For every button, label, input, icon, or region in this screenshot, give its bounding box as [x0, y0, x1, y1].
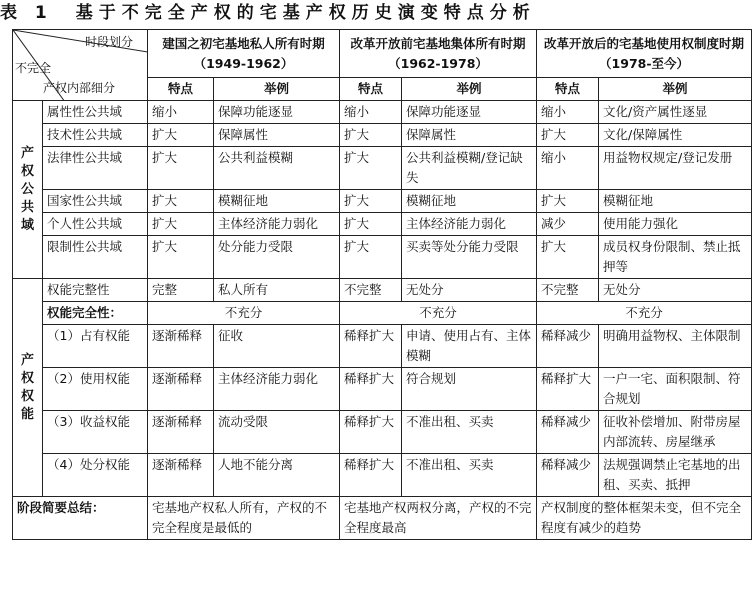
cell: 保障属性: [214, 124, 340, 147]
cell: 模糊征地: [214, 190, 340, 213]
cell: 稀释减少: [537, 454, 599, 497]
summary-cell: 宅基地产权两权分离，产权的不完全程度最高: [340, 497, 537, 540]
period-years: （1962-1978）: [388, 55, 488, 71]
cell: 明确用益物权、主体限制: [599, 325, 752, 368]
summary-label: 阶段简要总结：: [13, 497, 148, 540]
period-name: 改革开放后的宅基地使用权制度时期: [544, 35, 745, 51]
cell: 缩小: [148, 101, 214, 124]
cell: 用益物权规定/登记发册: [599, 147, 752, 190]
cell: 公共利益模糊: [214, 147, 340, 190]
cell: 私人所有: [214, 279, 340, 302]
period-header-3: [537, 30, 752, 78]
cell: 征收: [214, 325, 340, 368]
cell: 主体经济能力弱化: [214, 368, 340, 411]
cell: 一户一宅、面积限制、符合规划: [599, 368, 752, 411]
group-label-rights-functions: [13, 279, 43, 497]
cell: 扩大: [537, 190, 599, 213]
cell: 扩大: [148, 190, 214, 213]
cell: 完整: [148, 279, 214, 302]
row-label: 技术性公共域: [43, 124, 148, 147]
evolution-table: [12, 29, 752, 540]
cell: 不充分: [340, 302, 537, 325]
cell: 无处分: [599, 279, 752, 302]
period-name: 建国之初宅基地私人所有时期: [162, 35, 325, 51]
cell: 不充分: [148, 302, 340, 325]
cell: 不完整: [340, 279, 402, 302]
row-label: （2）使用权能: [43, 368, 148, 411]
cell: 缩小: [537, 101, 599, 124]
cell: 买卖等处分能力受限: [402, 236, 537, 279]
corner-label-subdivision: 产权内部细分: [43, 81, 116, 95]
summary-cell: 宅基地产权私人所有，产权的不完全程度是最低的: [148, 497, 340, 540]
col-feature-2: 特点: [340, 78, 402, 101]
cell: 扩大: [537, 124, 599, 147]
cell: 无处分: [402, 279, 537, 302]
row-label: 个人性公共域: [43, 213, 148, 236]
cell: 不完整: [537, 279, 599, 302]
row-label: 限制性公共域: [43, 236, 148, 279]
cell: 稀释扩大: [537, 368, 599, 411]
cell: 使用能力强化: [599, 213, 752, 236]
cell: 扩大: [340, 236, 402, 279]
cell: 逐渐稀释: [148, 411, 214, 454]
cell: 稀释扩大: [340, 411, 402, 454]
row-label: 国家性公共域: [43, 190, 148, 213]
cell: 文化/资产属性逐显: [599, 101, 752, 124]
col-example-1: 举例: [214, 78, 340, 101]
cell: 人地不能分离: [214, 454, 340, 497]
cell: 文化/保障属性: [599, 124, 752, 147]
group-label-public-domain: [13, 101, 43, 279]
row-label: 法律性公共域: [43, 147, 148, 190]
cell: 稀释扩大: [340, 454, 402, 497]
corner-label-incomplete: 不完全: [15, 61, 52, 75]
cell: 征收补偿增加、附带房屋内部流转、房屋继承: [599, 411, 752, 454]
row-label: 属性性公共域: [43, 101, 148, 124]
cell: 逐渐稀释: [148, 368, 214, 411]
cell: 保障属性: [402, 124, 537, 147]
row-label-adequacy: 权能完全性：: [43, 302, 148, 325]
cell: 稀释减少: [537, 325, 599, 368]
cell: 扩大: [148, 147, 214, 190]
cell: 不准出租、买卖: [402, 454, 537, 497]
col-example-3: 举例: [599, 78, 752, 101]
cell: 扩大: [340, 190, 402, 213]
cell: 逐渐稀释: [148, 454, 214, 497]
period-years: （1978-至今）: [599, 55, 690, 71]
cell: 模糊征地: [402, 190, 537, 213]
cell: 主体经济能力弱化: [214, 213, 340, 236]
corner-label-period: 时段划分: [85, 35, 134, 49]
group-label-text: 产 权 权 能: [20, 352, 34, 422]
cell: 扩大: [148, 236, 214, 279]
cell: 减少: [537, 213, 599, 236]
cell: 申请、使用占有、主体模糊: [402, 325, 537, 368]
col-feature-3: 特点: [537, 78, 599, 101]
cell: 稀释扩大: [340, 368, 402, 411]
col-feature-1: 特点: [148, 78, 214, 101]
summary-cell: 产权制度的整体框架未变，但不完全程度有减少的趋势: [537, 497, 752, 540]
period-header-2: [340, 30, 537, 78]
cell: 扩大: [148, 213, 214, 236]
cell: 法规强调禁止宅基地的出租、买卖、抵押: [599, 454, 752, 497]
row-label: 权能完整性: [43, 279, 148, 302]
col-example-2: 举例: [402, 78, 537, 101]
cell: 不充分: [537, 302, 752, 325]
cell: 扩大: [340, 124, 402, 147]
row-label: （4）处分权能: [43, 454, 148, 497]
row-label: （1）占有权能: [43, 325, 148, 368]
cell: 不准出租、买卖: [402, 411, 537, 454]
cell: 保障功能逐显: [214, 101, 340, 124]
cell: 流动受限: [214, 411, 340, 454]
cell: 符合规划: [402, 368, 537, 411]
cell: 处分能力受限: [214, 236, 340, 279]
cell: 模糊征地: [599, 190, 752, 213]
table-title: 表 1 基于不完全产权的宅基产权历史演变特点分析: [0, 3, 536, 23]
cell: 主体经济能力弱化: [402, 213, 537, 236]
cell: 缩小: [537, 147, 599, 190]
row-label: （3）收益权能: [43, 411, 148, 454]
period-header-1: [148, 30, 340, 78]
cell: 扩大: [148, 124, 214, 147]
cell: 扩大: [537, 236, 599, 279]
corner-header: [13, 30, 148, 101]
cell: 逐渐稀释: [148, 325, 214, 368]
cell: 成员权身份限制、禁止抵押等: [599, 236, 752, 279]
cell: 稀释减少: [537, 411, 599, 454]
cell: 缩小: [340, 101, 402, 124]
cell: 扩大: [340, 147, 402, 190]
cell: 稀释扩大: [340, 325, 402, 368]
cell: 公共利益模糊/登记缺失: [402, 147, 537, 190]
period-years: （1949-1962）: [193, 55, 294, 71]
period-name: 改革开放前宅基地集体所有时期: [350, 35, 526, 51]
cell: 保障功能逐显: [402, 101, 537, 124]
cell: 扩大: [340, 213, 402, 236]
group-label-text: 产 权 公 共 域: [20, 145, 34, 233]
